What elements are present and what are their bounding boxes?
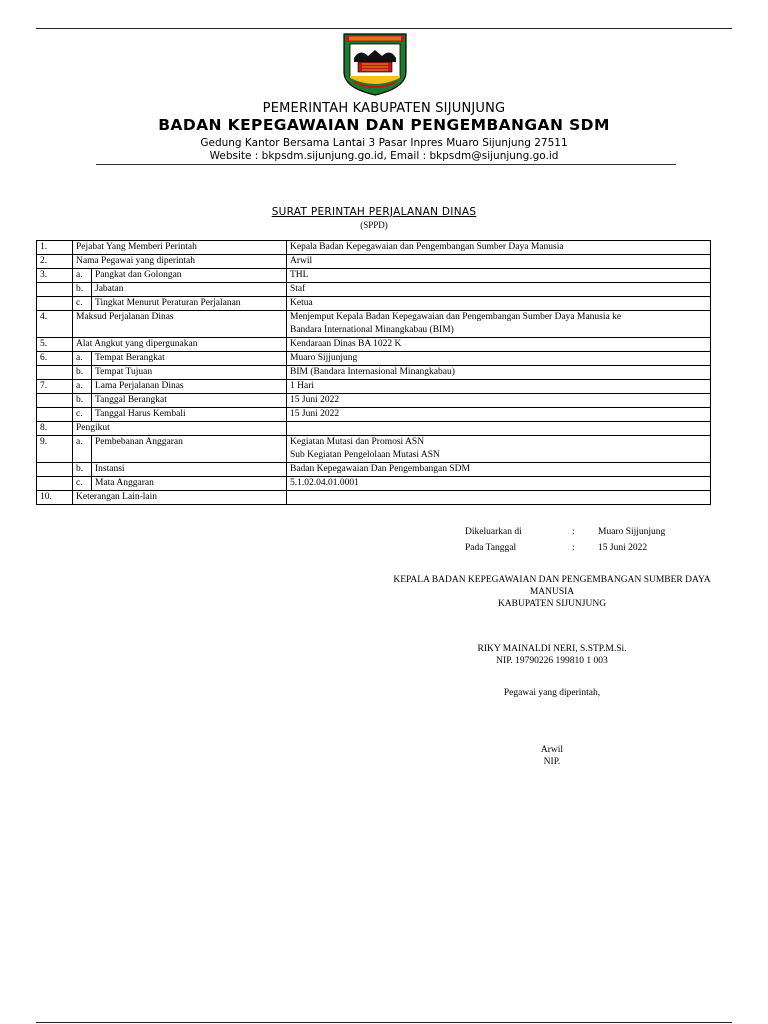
row-subletter: c. xyxy=(73,297,92,311)
issued-date-separator: : xyxy=(572,543,575,553)
row-number xyxy=(37,297,73,311)
row-number xyxy=(37,463,73,477)
row-label: Alat Angkut yang dipergunakan xyxy=(73,338,287,352)
row-number xyxy=(37,394,73,408)
row-label: Pejabat Yang Memberi Perintah xyxy=(73,241,287,255)
row-label: Tempat Berangkat xyxy=(92,352,287,366)
signatory-name: RIKY MAINALDI NERI, S.STP.M.Si. xyxy=(477,644,627,654)
row-label: Maksud Perjalanan Dinas xyxy=(73,311,287,338)
table-row xyxy=(37,394,711,408)
employee-label: Pegawai yang diperintah, xyxy=(503,688,601,698)
issued-date-value: 15 Juni 2022 xyxy=(598,543,648,553)
row-value xyxy=(287,338,711,352)
row-number: 9. xyxy=(37,436,73,463)
row-value-line xyxy=(290,422,707,435)
row-value xyxy=(287,241,711,255)
row-value-line: Ketua xyxy=(290,298,313,308)
row-number: 2. xyxy=(37,255,73,269)
row-label: Pangkat dan Golongan xyxy=(92,269,287,283)
row-number: 7. xyxy=(37,380,73,394)
row-value-line: 1 Hari xyxy=(290,381,315,391)
row-value xyxy=(287,394,711,408)
signatory-title-3: KABUPATEN SIJUNJUNG xyxy=(497,599,607,609)
row-value-line: Arwil xyxy=(290,256,313,266)
row-value xyxy=(287,463,711,477)
row-label: Lama Perjalanan Dinas xyxy=(92,380,287,394)
table-row xyxy=(37,491,711,505)
row-number: 4. xyxy=(37,311,73,338)
table-row xyxy=(37,352,711,366)
row-subletter: b. xyxy=(73,394,92,408)
table-row xyxy=(37,311,711,338)
table-row xyxy=(37,297,711,311)
signatory-title-1: KEPALA BADAN KEPEGAWAIAN DAN PENGEMBANGAN SUMBER DAYA xyxy=(393,575,711,585)
row-value-line: Menjemput Kepala Badan Kepegawaian dan Pengembangan Sumber Daya Manusia ke xyxy=(290,312,622,322)
row-number: 3. xyxy=(37,269,73,283)
header-government: PEMERINTAH KABUPATEN SIJUNJUNG xyxy=(262,101,506,116)
sppd-table xyxy=(36,240,711,505)
signatory-title-2: MANUSIA xyxy=(529,587,575,597)
row-subletter: a. xyxy=(73,436,92,463)
table-row xyxy=(37,255,711,269)
document-subtitle: (SPPD) xyxy=(360,220,388,230)
row-value xyxy=(287,380,711,394)
table-row xyxy=(37,366,711,380)
row-subletter: a. xyxy=(73,380,92,394)
row-label: Jabatan xyxy=(92,283,287,297)
row-label: Instansi xyxy=(92,463,287,477)
document-title: SURAT PERINTAH PERJALANAN DINAS xyxy=(271,206,477,218)
row-subletter: b. xyxy=(73,283,92,297)
row-number: 1. xyxy=(37,241,73,255)
row-value-line-2: Bandara International Minangkabau (BIM) xyxy=(290,325,454,335)
bottom-rule xyxy=(36,1022,732,1023)
regency-logo xyxy=(340,32,410,96)
row-value xyxy=(287,352,711,366)
top-rule xyxy=(36,28,732,29)
row-value xyxy=(287,283,711,297)
row-subletter: a. xyxy=(73,269,92,283)
row-value-line xyxy=(290,491,707,504)
table-row xyxy=(37,241,711,255)
row-value xyxy=(287,477,711,491)
row-value-line: Muaro Sijjunjung xyxy=(290,353,358,363)
row-value xyxy=(287,436,711,463)
row-number xyxy=(37,283,73,297)
row-label: Nama Pegawai yang diperintah xyxy=(73,255,287,269)
row-label: Tingkat Menurut Peraturan Perjalanan xyxy=(92,297,287,311)
row-subletter: a. xyxy=(73,352,92,366)
issued-place-value: Muaro Sijjunjung xyxy=(598,527,666,537)
row-value-line: 5.1.02.04.01.0001 xyxy=(290,478,359,488)
row-number: 6. xyxy=(37,352,73,366)
row-number xyxy=(37,366,73,380)
row-subletter: b. xyxy=(73,463,92,477)
row-value xyxy=(287,297,711,311)
row-value-line: THL xyxy=(290,270,309,280)
table-row xyxy=(37,338,711,352)
issued-place-label: Dikeluarkan di xyxy=(465,527,522,537)
row-value xyxy=(287,311,711,338)
table-row xyxy=(37,436,711,463)
row-value-line: 15 Juni 2022 xyxy=(290,409,340,419)
row-number: 10. xyxy=(37,491,73,505)
header-agency: BADAN KEPEGAWAIAN DAN PENGEMBANGAN SDM xyxy=(158,116,610,134)
table-row xyxy=(37,380,711,394)
row-value-line: BIM (Bandara Internasional Minangkabau) xyxy=(290,367,455,377)
row-value xyxy=(287,269,711,283)
signatory-nip: NIP. 19790226 199810 1 003 xyxy=(496,656,608,666)
employee-name: Arwil xyxy=(540,745,564,755)
row-value xyxy=(287,255,711,269)
row-subletter: c. xyxy=(73,408,92,422)
header-divider xyxy=(96,164,676,165)
table-row xyxy=(37,269,711,283)
issued-place-separator: : xyxy=(572,527,575,537)
table-row xyxy=(37,477,711,491)
table-row xyxy=(37,422,711,436)
row-number: 8. xyxy=(37,422,73,436)
row-label: Keterangan Lain-lain xyxy=(73,491,287,505)
row-value-line: Kepala Badan Kepegawaian dan Pengembangan Sumber Daya Manusia xyxy=(290,242,564,252)
header-contact: Website : bkpsdm.sijunjung.go.id, Email : bkpsdm@sijunjung.go.id xyxy=(209,150,559,162)
row-value-line: Badan Kepegawaian Dan Pengembangan SDM xyxy=(290,464,470,474)
row-label: Mata Anggaran xyxy=(92,477,287,491)
row-label: Tempat Tujuan xyxy=(92,366,287,380)
row-number: 5. xyxy=(37,338,73,352)
row-value xyxy=(287,366,711,380)
row-subletter: b. xyxy=(73,366,92,380)
row-value xyxy=(287,408,711,422)
row-value-line: 15 Juni 2022 xyxy=(290,395,340,405)
issued-date-label: Pada Tanggal xyxy=(465,543,517,553)
table-row xyxy=(37,408,711,422)
row-subletter: c. xyxy=(73,477,92,491)
row-value-line: Kegiatan Mutasi dan Promosi ASN xyxy=(290,437,425,447)
header-address: Gedung Kantor Bersama Lantai 3 Pasar Inpres Muaro Sijunjung 27511 xyxy=(200,137,568,149)
row-value-line: Staf xyxy=(290,284,306,294)
row-label: Pengikut xyxy=(73,422,287,436)
row-value-line: Kendaraan Dinas BA 1022 K xyxy=(290,339,402,349)
row-label: Tanggal Berangkat xyxy=(92,394,287,408)
row-value-line-2: Sub Kegiatan Pengelolaan Mutasi ASN xyxy=(290,450,440,460)
row-number xyxy=(37,477,73,491)
table-row xyxy=(37,463,711,477)
row-value xyxy=(287,491,711,505)
row-value xyxy=(287,422,711,436)
employee-nip: NIP. xyxy=(543,757,561,767)
row-label: Pembebanan Anggaran xyxy=(92,436,287,463)
row-number xyxy=(37,408,73,422)
row-label: Tanggal Harus Kembali xyxy=(92,408,287,422)
table-row xyxy=(37,283,711,297)
